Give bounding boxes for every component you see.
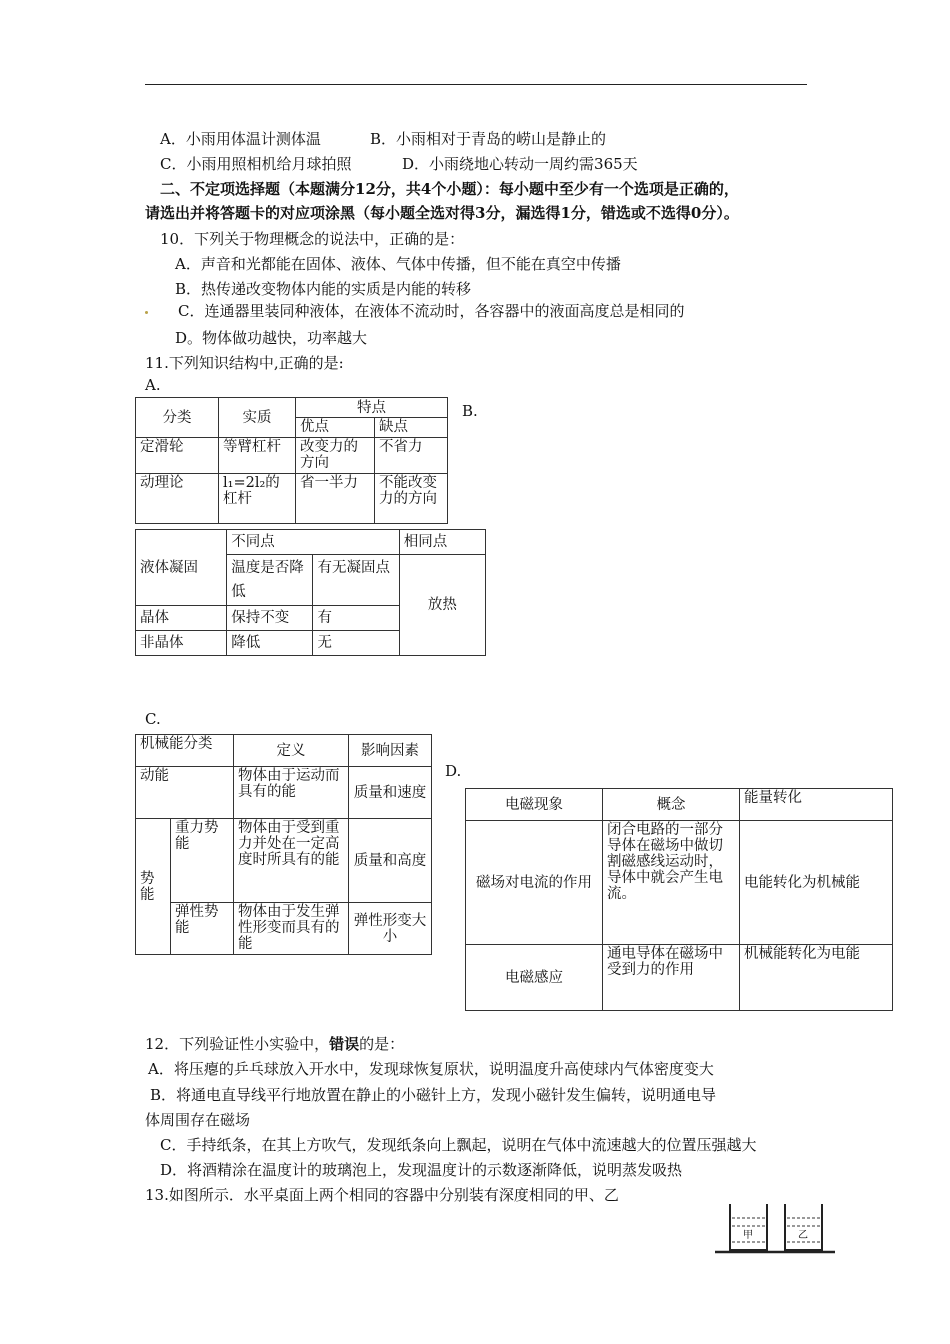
- table-c-header-def: 定义: [234, 735, 349, 767]
- section2-heading-line2: 请选出并将答题卡的对应项涂黑（每小题全选对得3分，漏选得1分，错选或不选得0分）。: [145, 204, 739, 222]
- q9-option-c: C．小雨用照相机给月球拍照: [160, 155, 352, 173]
- q12-option-b-line2: 体周围存在磁场: [145, 1111, 251, 1129]
- table-a-header-feature: 特点: [296, 398, 448, 418]
- table-a-header-adv: 优点: [296, 418, 375, 438]
- q11-label-d: D.: [445, 762, 462, 780]
- table-a-cell: 不能改变力的方向: [375, 474, 448, 524]
- q9-option-a: A．小雨用体温计测体温: [160, 130, 321, 148]
- q10-option-a: A．声音和光都能在固体、液体、气体中传播，但不能在真空中传播: [175, 255, 621, 273]
- q12-option-c: C．手持纸条，在其上方吹气，发现纸条向上飘起，说明在气体中流速越大的位置压强越大: [160, 1136, 757, 1154]
- q10-option-b: B．热传递改变物体内能的实质是内能的转移: [175, 280, 472, 298]
- table-b-header-point: 有无凝固点: [313, 555, 399, 606]
- table-c-cell: 重力势能: [171, 819, 234, 903]
- table-a-cell: 动理论: [136, 474, 219, 524]
- q9-option-b: B．小雨相对于青岛的崂山是静止的: [370, 130, 607, 148]
- table-b-header-diff: 不同点: [227, 530, 400, 555]
- table-c-potential: 势能: [136, 819, 171, 955]
- table-d-header-phen: 电磁现象: [466, 789, 603, 821]
- table-a-header-disadv: 缺点: [375, 418, 448, 438]
- table-c-cell: 动能: [136, 767, 234, 819]
- table-b-cell: 晶体: [136, 606, 227, 631]
- q10-option-d: D。物体做功越快，功率越大: [175, 329, 368, 347]
- q12-stem-post: 的是：: [359, 1035, 405, 1053]
- label-jia: 甲: [743, 1230, 753, 1241]
- q10-option-c: C．连通器里装同种液体，在液体不流动时，各容器中的液面高度总是相同的: [178, 302, 685, 320]
- table-a-cell: 不省力: [375, 438, 448, 474]
- q13-stem: 13.如图所示．水平桌面上两个相同的容器中分别装有深度相同的甲、乙: [145, 1186, 619, 1204]
- q11-label-a: A.: [145, 376, 161, 394]
- q11-label-c: C.: [145, 710, 161, 728]
- table-b-header-temp: 温度是否降低: [227, 555, 313, 606]
- q11-label-b: B.: [462, 402, 478, 420]
- table-d-header-concept: 概念: [603, 789, 740, 821]
- table-d-cell: 电能转化为机械能: [740, 821, 893, 945]
- table-a-header-essence: 实质: [219, 398, 296, 438]
- table-b-cell: 保持不变: [227, 606, 313, 631]
- table-c-cell: 物体由于运动而具有的能: [234, 767, 349, 819]
- table-c-cell: 物体由于受到重力并处在一定高度时所具有的能: [234, 819, 349, 903]
- label-yi: 乙: [798, 1230, 808, 1241]
- table-b-cell: 无: [313, 631, 399, 656]
- container-jia: [730, 1204, 767, 1250]
- table-b-same: 放热: [399, 555, 485, 656]
- q12-stem-pre: 12．下列验证性小实验中，: [145, 1035, 330, 1053]
- table-d-cell: 闭合电路的一部分导体在磁场中做切割磁感线运动时，导体中就会产生电流。: [603, 821, 740, 945]
- table-a-cell: l₁=2l₂的杠杆: [219, 474, 296, 524]
- q12-option-b-line1: B．将通电直导线平行地放置在静止的小磁针上方，发现小磁针发生偏转，说明通电导: [150, 1086, 717, 1104]
- table-d-electromagnetism: [465, 788, 893, 1011]
- q11-stem: 11.下列知识结构中,正确的是:: [145, 354, 344, 372]
- table-b-cell: 非晶体: [136, 631, 227, 656]
- table-c-cell: 弹性形变大小: [349, 903, 432, 955]
- table-a-pulley: [135, 397, 448, 524]
- table-b-cell: 降低: [227, 631, 313, 656]
- q9-option-d: D．小雨绕地心转动一周约需365天: [402, 155, 638, 173]
- section2-heading-line1: 二、不定项选择题（本题满分12分，共4个小题）：每小题中至少有一个选项是正确的，: [160, 180, 739, 198]
- table-d-header-energy: 能量转化: [740, 789, 893, 821]
- table-d-cell: 电磁感应: [466, 945, 603, 1011]
- table-c-header-factor: 影响因素: [349, 735, 432, 767]
- table-b-liquid: 液体凝固: [136, 530, 227, 606]
- table-c-mechanical-energy: [135, 734, 432, 955]
- table-c-cell: 质量和高度: [349, 819, 432, 903]
- table-a-cell: 定滑轮: [136, 438, 219, 474]
- table-c-cell: 弹性势能: [171, 903, 234, 955]
- stray-dot: [145, 311, 148, 314]
- table-a-cell: 等臂杠杆: [219, 438, 296, 474]
- table-c-cell: 质量和速度: [349, 767, 432, 819]
- table-a-cell: 省一半力: [296, 474, 375, 524]
- q12-option-a: A．将压瘪的乒乓球放入开水中，发现球恢复原状，说明温度升高使球内气体密度变大: [148, 1060, 714, 1078]
- q12-stem: [145, 1033, 404, 1054]
- q10-stem: 10．下列关于物理概念的说法中，正确的是：: [160, 230, 465, 248]
- table-b-cell: 有: [313, 606, 399, 631]
- table-d-cell: 机械能转化为电能: [740, 945, 893, 1011]
- container-yi: [785, 1204, 822, 1250]
- table-d-cell: 通电导体在磁场中受到力的作用: [603, 945, 740, 1011]
- q12-stem-bold: 错误: [329, 1035, 360, 1053]
- table-d-cell: 磁场对电流的作用: [466, 821, 603, 945]
- table-b-header-same: 相同点: [399, 530, 485, 555]
- table-a-header-type: 分类: [136, 398, 219, 438]
- containers-figure: [715, 1200, 835, 1260]
- header-rule: [145, 84, 807, 85]
- table-c-cell: 物体由于发生弹性形变而具有的能: [234, 903, 349, 955]
- q12-option-d: D．将酒精涂在温度计的玻璃泡上，发现温度计的示数逐渐降低，说明蒸发吸热: [160, 1161, 683, 1179]
- table-b-solidification: [135, 529, 486, 656]
- table-a-cell: 改变力的方向: [296, 438, 375, 474]
- table-c-header-class: 机械能分类: [136, 735, 234, 767]
